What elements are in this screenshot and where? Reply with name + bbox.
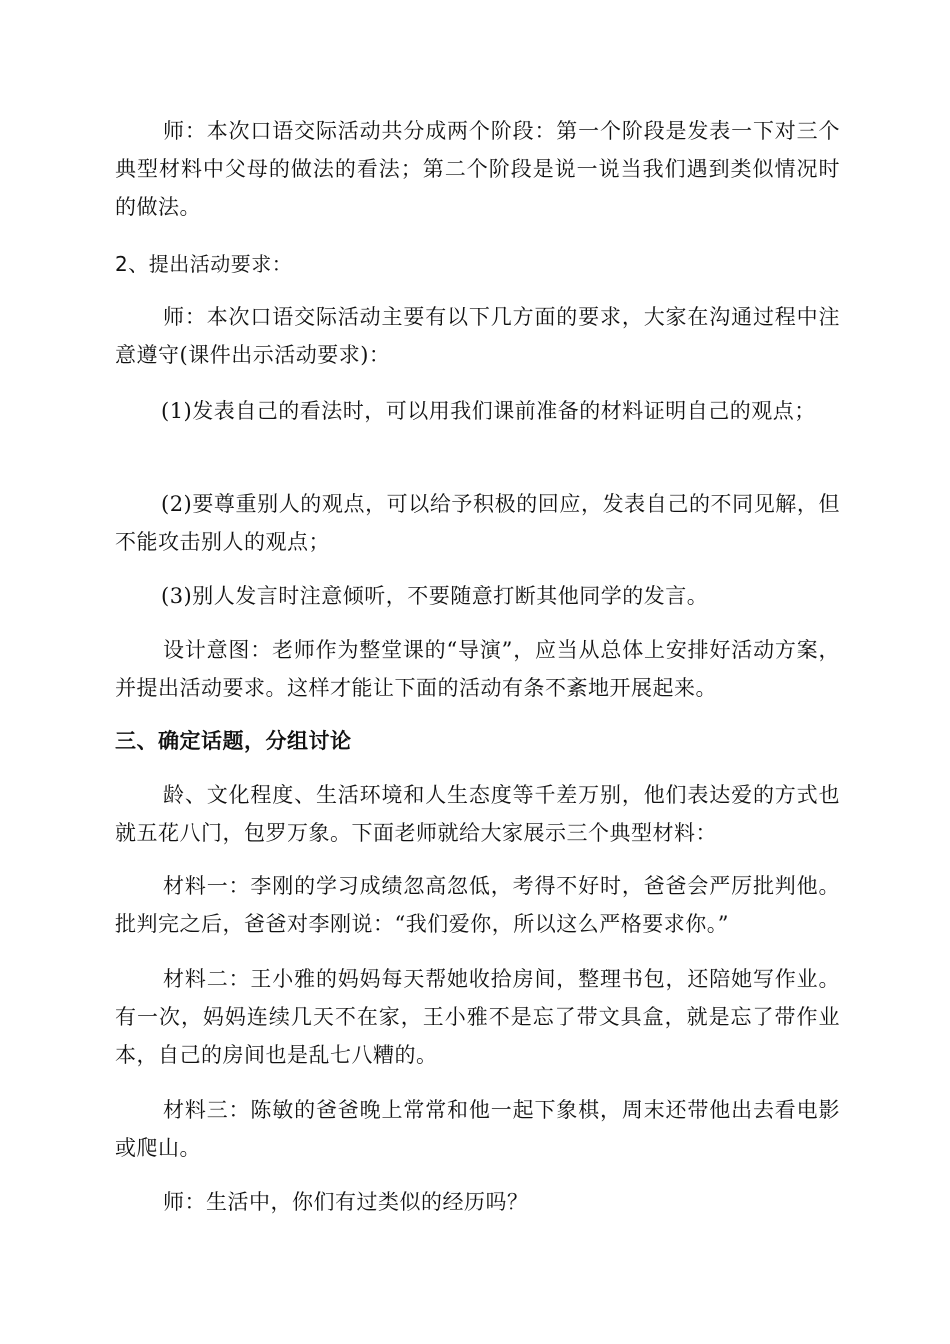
paragraph-stages: 师：本次口语交际活动共分成两个阶段：第一个阶段是发表一下对三个典型材料中父母的做法的看法；第二个阶段是说一说当我们遇到类似情况时的做法。 <box>115 119 840 219</box>
requirement-1: (1)发表自己的看法时，可以用我们课前准备的材料证明自己的观点； <box>161 399 816 423</box>
heading-requirements: 2、提出活动要求： <box>115 252 293 276</box>
paragraph-materials-intro: 龄、文化程度、生活环境和人生态度等千差万别，他们表达爱的方式也就五花八门，包罗万象。下面老师就给大家展示三个典型材料： <box>115 783 840 845</box>
material-2: 材料二：王小雅的妈妈每天帮她收拾房间，整理书包，还陪她写作业。有一次，妈妈连续几天不在家，王小雅不是忘了带文具盒，就是忘了带作业本，自己的房间也是乱七八糟的。 <box>115 967 840 1067</box>
material-1: 材料一：李刚的学习成绩忽高忽低，考得不好时，爸爸会严厉批判他。批判完之后，爸爸对李刚说：“我们爱你，所以这么严格要求你。” <box>115 874 840 936</box>
section-heading-topics: 三、确定话题，分组讨论 <box>115 728 352 753</box>
paragraph-question: 师：生活中，你们有过类似的经历吗？ <box>163 1190 529 1214</box>
requirement-2: (2)要尊重别人的观点，可以给予积极的回应，发表自己的不同见解，但不能攻击别人的观点； <box>115 492 840 554</box>
paragraph-requirements-intro: 师：本次口语交际活动主要有以下几方面的要求，大家在沟通过程中注意遵守(课件出示活动要求)： <box>115 305 840 367</box>
paragraph-design-intent: 设计意图：老师作为整堂课的“导演”，应当从总体上安排好活动方案，并提出活动要求。这样才能让下面的活动有条不紊地开展起来。 <box>115 638 840 700</box>
requirement-3: (3)别人发言时注意倾听，不要随意打断其他同学的发言。 <box>161 584 709 608</box>
material-3: 材料三：陈敏的爸爸晚上常常和他一起下象棋，周末还带他出去看电影或爬山。 <box>115 1098 840 1160</box>
